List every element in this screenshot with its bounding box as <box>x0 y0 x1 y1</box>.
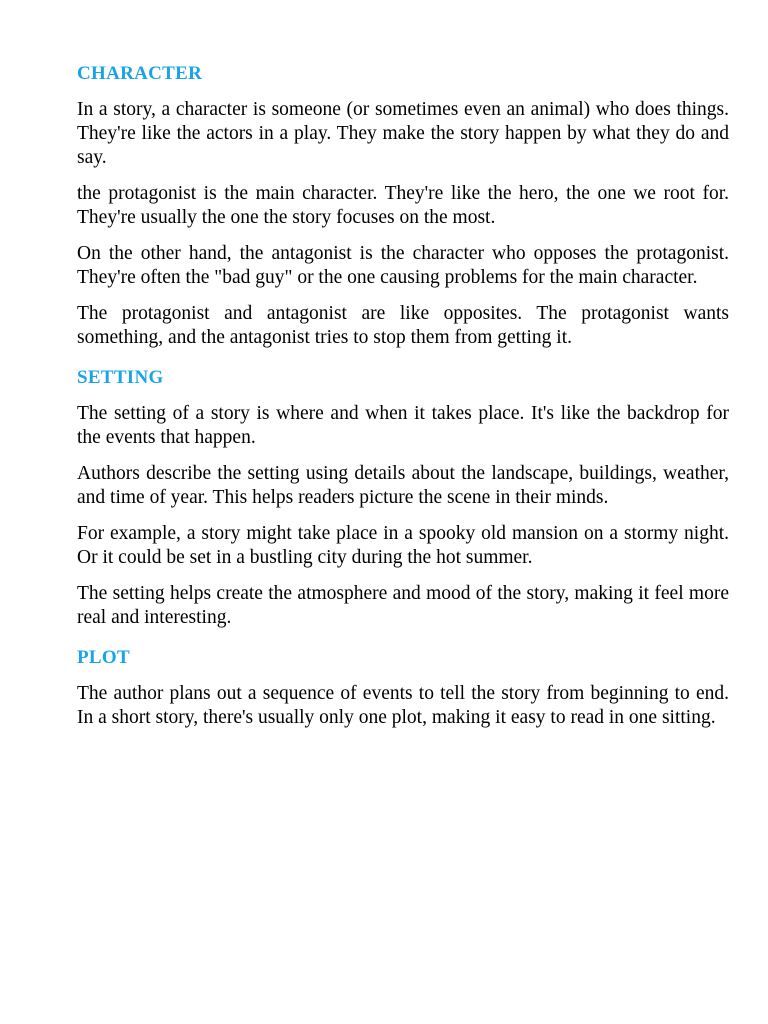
character-paragraph-4: The protagonist and antagonist are like opposites. The protagonist wants something, and the antagonist tries to stop them from getting it. <box>77 303 729 348</box>
character-paragraph-3: On the other hand, the antagonist is the character who opposes the protagonist. They're often the "bad guy" or the one causing problems for the main character. <box>77 243 729 288</box>
section-heading-plot: PLOT <box>77 647 130 668</box>
character-paragraph-2: the protagonist is the main character. They're like the hero, the one we root for. They're usually the one the story focuses on the most. <box>77 183 729 228</box>
setting-paragraph-4: The setting helps create the atmosphere and mood of the story, making it feel more real and interesting. <box>77 583 729 628</box>
section-heading-setting: SETTING <box>77 367 164 388</box>
section-heading-character: CHARACTER <box>77 63 203 84</box>
setting-paragraph-2: Authors describe the setting using details about the landscape, buildings, weather, and time of year. This helps readers picture the scene in their minds. <box>77 463 729 508</box>
setting-paragraph-1: The setting of a story is where and when it takes place. It's like the backdrop for the events that happen. <box>77 403 729 448</box>
document-page <box>77 58 729 742</box>
setting-paragraph-3: For example, a story might take place in a spooky old mansion on a stormy night. Or it could be set in a bustling city during the hot summer. <box>77 523 729 568</box>
plot-paragraph-1: The author plans out a sequence of events to tell the story from beginning to end. In a short story, there's usually only one plot, making it easy to read in one sitting. <box>77 683 729 728</box>
character-paragraph-1: In a story, a character is someone (or sometimes even an animal) who does things. They're like the actors in a play. They make the story happen by what they do and say. <box>77 99 729 168</box>
